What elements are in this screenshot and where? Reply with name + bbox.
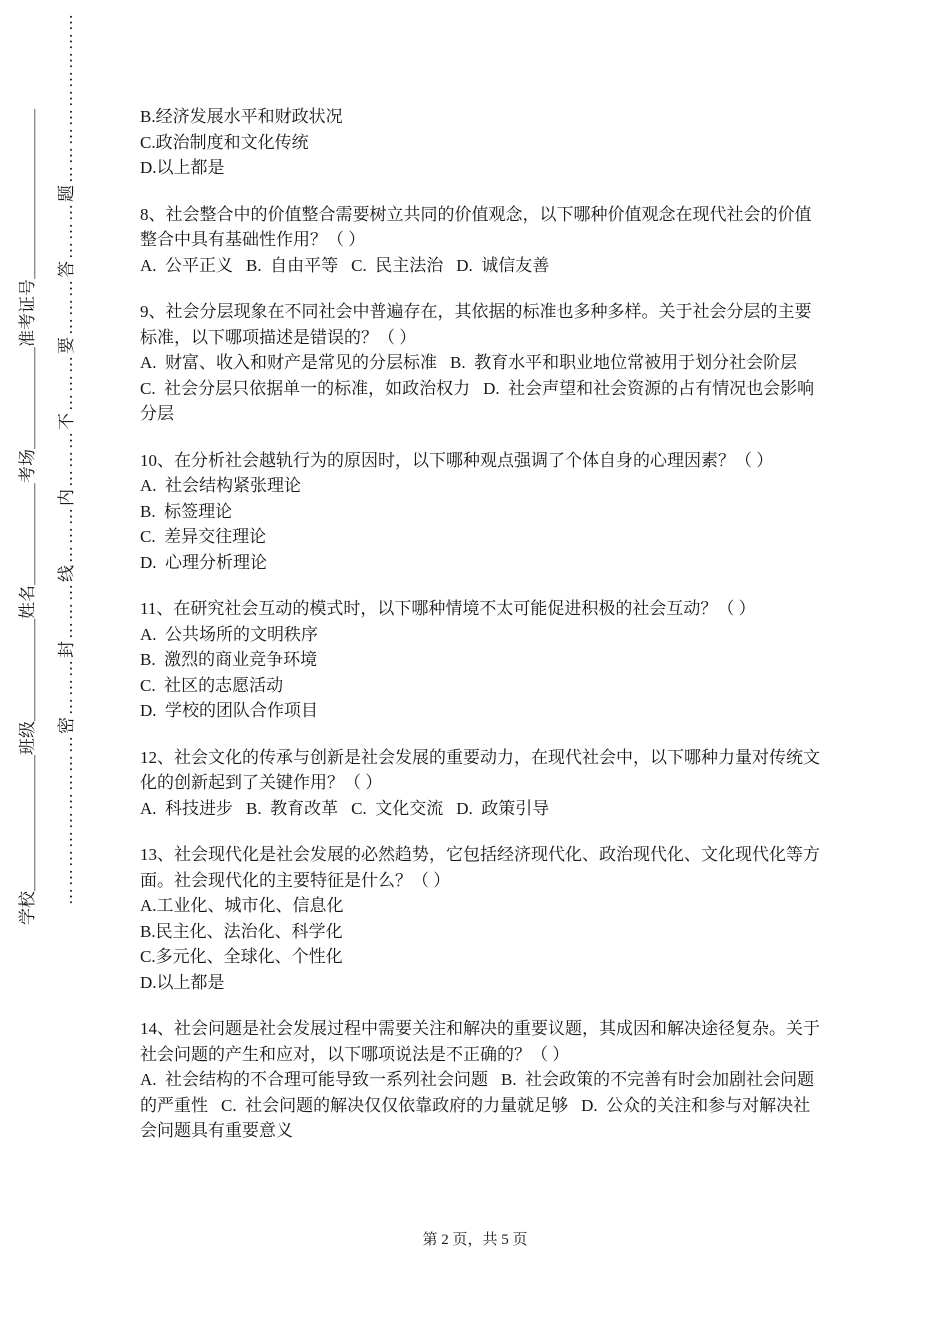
answer-option: B. 自由平等 (246, 255, 339, 275)
answer-option: B. 标签理论 (140, 501, 233, 521)
answer-option: D. 学校的团队合作项目 (140, 701, 319, 720)
answer-option: A.工业化、城市化、信息化 (140, 896, 344, 915)
answer-option: C.政治制度和文化传统 (140, 132, 309, 152)
answer-option: C. 社会问题的解决仅仅依靠政府的力量就足够 (221, 1095, 569, 1115)
question-options (140, 1067, 824, 1144)
answer-option: A. 社会结构的不合理可能导致一系列社会问题 (140, 1070, 489, 1089)
answer-option: A. 公共场所的文明秩序 (140, 624, 319, 644)
question-options (140, 893, 824, 995)
question-options (140, 622, 824, 724)
answer-option: D. 政策引导 (456, 798, 550, 818)
answer-option: B.经济发展水平和财政状况 (140, 107, 343, 126)
answer-option: D. 社会声望和社会资源的占有情况也会影响分层 (140, 378, 815, 423)
question-12 (140, 745, 824, 822)
question-9 (140, 299, 824, 427)
answer-option: C. 社区的志愿活动 (140, 675, 284, 695)
question-text: 14、社会问题是社会发展过程中需要关注和解决的重要议题，其成因和解决途径复杂。关于社会问题的产生和应对，以下哪项说法是不正确的？（ ） (140, 1019, 820, 1064)
seal-line: ………………………密………封………线………内………不………要………答………题……………………… (57, 12, 76, 905)
question-options (140, 473, 824, 575)
answer-option: C.多元化、全球化、个性化 (140, 947, 343, 966)
question-text: 11、在研究社会互动的模式时，以下哪种情境不太可能促进积极的社会互动？（ ） (140, 599, 756, 618)
answer-option: B.民主化、法治化、科学化 (140, 921, 343, 941)
question-7-trailing-options (140, 104, 824, 181)
question-text: 9、社会分层现象在不同社会中普遍存在，其依据的标准也多种多样。关于社会分层的主要标准，以下哪项描述是错误的？（ ） (140, 302, 812, 347)
answer-option: D. 公众的关注和参与对解决社会问题具有重要意义 (140, 1095, 811, 1140)
question-10 (140, 448, 824, 576)
answer-option: C. 差异交往理论 (140, 527, 267, 546)
answer-option: B. 社会政策的不完善有时会加剧社会问题的严重性 (140, 1070, 815, 1115)
answer-option: D.以上都是 (140, 972, 225, 992)
answer-option: D. 心理分析理论 (140, 552, 268, 572)
question-11 (140, 596, 824, 724)
answer-option: B. 激烈的商业竞争环境 (140, 650, 318, 669)
answer-option: C. 民主法治 (351, 255, 444, 275)
answer-option: A. 财富、收入和财产是常见的分层标准 (140, 353, 438, 372)
question-options (140, 253, 824, 279)
page-number-footer: 第 2 页，共 5 页 (422, 1232, 528, 1248)
answer-option: A. 公平正义 (140, 255, 234, 275)
question-list (140, 202, 824, 1144)
answer-option: C. 社会分层只依据单一的标准，如政治权力 (140, 378, 471, 398)
question-14 (140, 1016, 824, 1144)
answer-option: C. 文化交流 (351, 798, 444, 818)
question-text: 10、在分析社会越轨行为的原因时，以下哪种观点强调了个体自身的心理因素？（ ） (140, 450, 774, 470)
student-info-fields: 学校＿＿＿＿＿＿＿＿班级＿＿＿＿＿＿姓名＿＿＿＿＿＿考场＿＿＿＿＿＿准考证号＿＿＿＿＿＿＿＿＿＿ (18, 109, 37, 925)
question-8 (140, 202, 824, 279)
answer-option: B. 教育改革 (246, 798, 339, 818)
answer-option: D. 诚信友善 (456, 255, 550, 275)
question-13 (140, 842, 824, 995)
question-options (140, 350, 824, 427)
answer-option: A. 社会结构紧张理论 (140, 476, 302, 495)
question-text: 12、社会文化的传承与创新是社会发展的重要动力，在现代社会中，以下哪种力量对传统文化的创新起到了关键作用？（ ） (140, 747, 820, 792)
answer-option: B. 教育水平和职业地位常被用于划分社会阶层 (450, 353, 798, 372)
answer-option: D.以上都是 (140, 158, 225, 177)
answer-option: A. 科技进步 (140, 798, 234, 818)
question-options (140, 796, 824, 822)
question-text: 13、社会现代化是社会发展的必然趋势，它包括经济现代化、政治现代化、文化现代化等方面。社会现代化的主要特征是什么？（ ） (140, 845, 820, 890)
exam-content (140, 104, 824, 1165)
question-text: 8、社会整合中的价值整合需要树立共同的价值观念，以下哪种价值观念在现代社会的价值整合中具有基础性作用？（ ） (140, 204, 812, 249)
